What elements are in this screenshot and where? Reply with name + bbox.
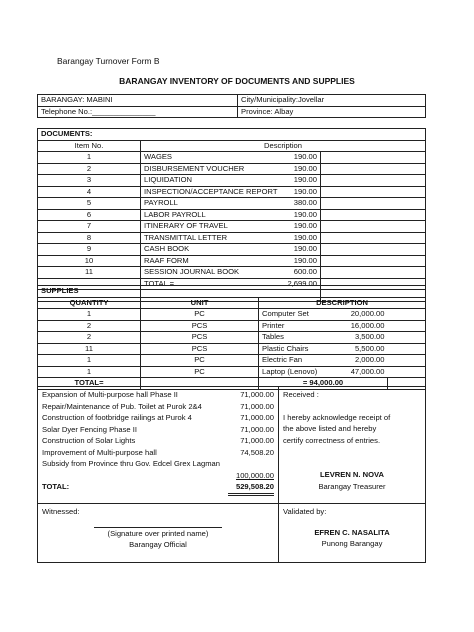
projects-total-label: TOTAL:: [42, 482, 70, 491]
supply-blank: [388, 309, 426, 321]
supplies-section-label: SUPPLIES: [38, 286, 426, 298]
barangay-name: BARANGAY: MABINI: [38, 95, 238, 107]
document-item-no: 9: [38, 244, 141, 256]
supply-row: [38, 355, 426, 367]
supply-description: Computer Set: [259, 309, 329, 321]
project-description: Improvement of Multi-purpose hall: [42, 447, 157, 457]
supply-amount: 2,000.00: [329, 355, 388, 367]
validated-label: Validated by:: [283, 507, 327, 516]
document-description: CASH BOOK: [141, 244, 259, 256]
document-blank: [321, 209, 426, 221]
supplies-col-unit: UNIT: [141, 297, 259, 309]
supply-amount: 16,000.00: [329, 320, 388, 332]
document-row: [38, 221, 426, 233]
document-amount: 600.00: [259, 267, 321, 279]
form-label: Barangay Turnover Form B: [57, 56, 160, 66]
witness-signature-caption: (Signature over printed name): [107, 528, 209, 538]
supply-blank: [388, 332, 426, 344]
document-row: [38, 186, 426, 198]
project-row: [42, 424, 274, 436]
document-description: PAYROLL: [141, 198, 259, 210]
project-amount: 71,000.00: [240, 401, 274, 411]
witnessed-label: Witnessed:: [42, 507, 80, 516]
project-description: Repair/Maintenance of Pub. Toilet at Purok 2&4: [42, 401, 202, 411]
treasurer-name: LEVREN N. NOVA: [320, 470, 384, 479]
document-item-no: 6: [38, 209, 141, 221]
punong-barangay-name: EFREN C. NASALITA: [314, 527, 390, 537]
document-amount: 190.00: [259, 221, 321, 233]
document-blank: [321, 152, 426, 164]
document-amount: 380.00: [259, 198, 321, 210]
document-row: [38, 244, 426, 256]
subsidy-amount: 100,000.00: [235, 470, 274, 480]
document-item-no: 5: [38, 198, 141, 210]
project-amount: 71,000.00: [240, 390, 274, 399]
supply-blank: [388, 355, 426, 367]
document-blank: [321, 186, 426, 198]
document-row: [38, 198, 426, 210]
document-description: SESSION JOURNAL BOOK: [141, 267, 259, 279]
document-amount: 190.00: [259, 152, 321, 164]
supply-blank: [388, 343, 426, 355]
project-description: Construction of footbridge railings at Purok 4: [42, 413, 192, 422]
project-row: [42, 401, 274, 413]
projects-cell: [38, 387, 279, 504]
supply-quantity: 1: [38, 355, 141, 367]
supply-description: Tables: [259, 332, 329, 344]
documents-col-description: Description: [141, 140, 426, 152]
document-row: [38, 267, 426, 279]
supply-blank: [388, 320, 426, 332]
document-item-no: 11: [38, 267, 141, 279]
document-row: [38, 175, 426, 187]
documents-section-label: DOCUMENTS:: [38, 129, 426, 141]
telephone-no: Telephone No.:_______________: [38, 106, 238, 118]
project-row: [42, 412, 274, 424]
supply-quantity: 11: [38, 343, 141, 355]
supply-row: [38, 320, 426, 332]
document-amount: 190.00: [259, 255, 321, 267]
document-item-no: 10: [38, 255, 141, 267]
project-row: [42, 389, 274, 401]
document-description: DISBURSEMENT VOUCHER: [141, 163, 259, 175]
project-row: [42, 435, 274, 447]
document-blank: [321, 244, 426, 256]
supplies-table: [37, 285, 426, 390]
supply-description: Plastic Chairs: [259, 343, 329, 355]
document-item-no: 1: [38, 152, 141, 164]
document-blank: [321, 232, 426, 244]
project-description: Expansion of Multi-purpose hall Phase II: [42, 390, 178, 399]
supply-description: Laptop (Lenovo): [259, 366, 329, 378]
document-description: INSPECTION/ACCEPTANCE REPORT: [141, 186, 259, 198]
document-blank: [321, 221, 426, 233]
document-amount: 190.00: [259, 175, 321, 187]
document-description: RAAF FORM: [141, 255, 259, 267]
document-blank: [321, 255, 426, 267]
supply-quantity: 2: [38, 332, 141, 344]
project-description: Solar Dyer Fencing Phase II: [42, 424, 137, 434]
supply-row: [38, 343, 426, 355]
supplies-total-amount: = 94,000.00: [259, 378, 388, 390]
supply-amount: 47,000.00: [329, 366, 388, 378]
document-amount: 190.00: [259, 186, 321, 198]
document-description: ITINERARY OF TRAVEL: [141, 221, 259, 233]
projects-total-row: [42, 481, 274, 496]
document-blank: [321, 163, 426, 175]
project-description: Construction of Solar Lights: [42, 436, 136, 445]
documents-table: [37, 128, 426, 302]
document-amount: 190.00: [259, 232, 321, 244]
document-row: [38, 152, 426, 164]
received-cell: [279, 387, 426, 504]
documents-total-amount: 2,699.00: [259, 278, 321, 290]
projects-list: [42, 389, 274, 458]
received-line-3: certify correctness of entries.: [283, 435, 381, 445]
supply-row: [38, 332, 426, 344]
document-blank: [321, 198, 426, 210]
supply-blank: [388, 366, 426, 378]
document-amount: 190.00: [259, 163, 321, 175]
project-amount: 71,000.00: [240, 436, 274, 445]
received-line-2: the above listed and hereby: [283, 424, 377, 433]
document-row: [38, 232, 426, 244]
barangay-info-table: [37, 94, 426, 118]
supply-unit: PC: [141, 309, 259, 321]
city-municipality: City/Municipality:Jovellar: [238, 95, 426, 107]
supply-unit: PCS: [141, 320, 259, 332]
projects-signature-table: [37, 386, 426, 563]
subsidy-row: [42, 470, 274, 482]
supply-row: [38, 366, 426, 378]
supply-unit: PC: [141, 366, 259, 378]
project-row: [42, 447, 274, 459]
supply-amount: 3,500.00: [329, 332, 388, 344]
supply-unit: PCS: [141, 343, 259, 355]
document-item-no: 4: [38, 186, 141, 198]
supply-quantity: 1: [38, 309, 141, 321]
document-item-no: 7: [38, 221, 141, 233]
document-description: WAGES: [141, 152, 259, 164]
document-item-no: 8: [38, 232, 141, 244]
document-title: BARANGAY INVENTORY OF DOCUMENTS AND SUPPLIES: [119, 76, 355, 86]
supply-description: Printer: [259, 320, 329, 332]
subsidy-desc: Subsidy from Province thru Gov. Edcel Grex Lagman: [42, 459, 220, 468]
documents-total-label: TOTAL =: [141, 278, 259, 290]
validated-cell: [279, 504, 426, 563]
supply-amount: 20,000.00: [329, 309, 388, 321]
document-item-no: 2: [38, 163, 141, 175]
document-row: [38, 209, 426, 221]
received-label: Received :: [283, 390, 319, 399]
punong-barangay-title: Punong Barangay: [321, 539, 383, 548]
document-blank: [321, 175, 426, 187]
project-amount: 71,000.00: [240, 424, 274, 434]
supply-unit: PCS: [141, 332, 259, 344]
document-row: [38, 163, 426, 175]
witnessed-cell: [38, 504, 279, 563]
supply-quantity: 2: [38, 320, 141, 332]
witness-title: Barangay Official: [129, 540, 187, 549]
document-row: [38, 255, 426, 267]
document-blank: [321, 267, 426, 279]
document-item-no: 3: [38, 175, 141, 187]
supply-description: Electric Fan: [259, 355, 329, 367]
projects-total-amount: 529,508.20: [228, 481, 274, 496]
supply-quantity: 1: [38, 366, 141, 378]
supplies-col-quantity: QUANTITY: [38, 297, 141, 309]
supply-row: [38, 309, 426, 321]
supply-amount: 5,500.00: [329, 343, 388, 355]
supply-unit: PC: [141, 355, 259, 367]
document-amount: 190.00: [259, 244, 321, 256]
treasurer-title: Barangay Treasurer: [318, 481, 386, 491]
document-description: LABOR PAYROLL: [141, 209, 259, 221]
project-amount: 71,000.00: [240, 413, 274, 422]
received-line-1: I hereby acknowledge receipt of: [283, 412, 391, 422]
province: Province: Albay: [238, 106, 426, 118]
document-amount: 190.00: [259, 209, 321, 221]
supplies-total-label: TOTAL=: [38, 378, 141, 390]
project-amount: 74,508.20: [240, 447, 274, 457]
supplies-col-description: DESCRIPTION: [259, 297, 426, 309]
document-description: TRANSMITTAL LETTER: [141, 232, 259, 244]
document-description: LIQUIDATION: [141, 175, 259, 187]
documents-col-item: Item No.: [38, 140, 141, 152]
